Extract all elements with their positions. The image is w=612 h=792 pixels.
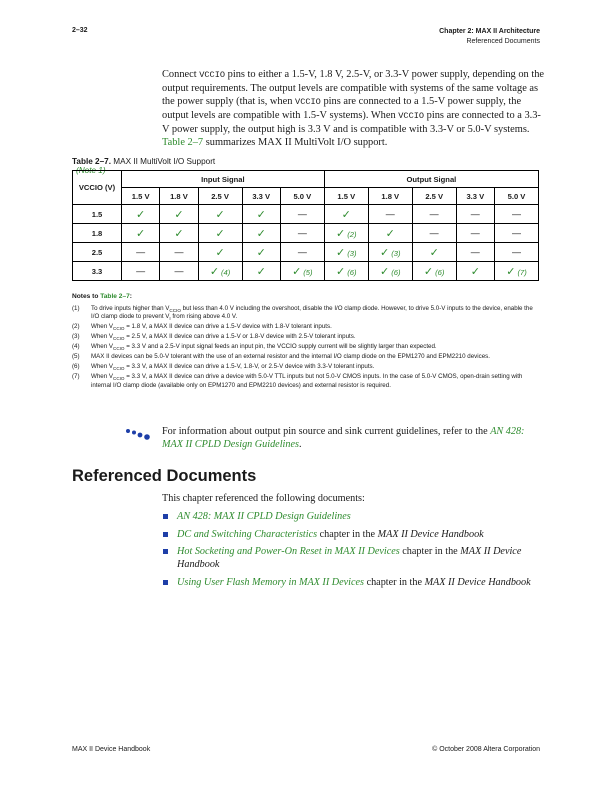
- referenced-doc-item: [162, 510, 546, 523]
- note-text: MAX II devices can be 5.0-V tolerant with the use of an external resistor and the internal I/O clamp diode on the EPM1270 and EPM2210 devices.: [91, 353, 490, 361]
- table-cell: [456, 262, 494, 281]
- info-dots-icon: [124, 427, 154, 441]
- dash-icon: —: [297, 228, 307, 238]
- table-cell: [368, 243, 412, 262]
- bullet-square-icon: [163, 549, 168, 554]
- table-cell: [412, 262, 456, 281]
- dash-icon: —: [297, 209, 307, 219]
- table-caption-label: Table 2–7.: [72, 157, 111, 166]
- check-icon: ✓: [209, 265, 220, 278]
- table-cell: [368, 224, 412, 243]
- note-reference-link[interactable]: (6): [347, 267, 357, 277]
- dash-icon: —: [136, 247, 146, 257]
- notes-title-text: Notes to: [72, 293, 101, 300]
- check-icon: ✓: [174, 227, 184, 240]
- table-cell: [198, 205, 242, 224]
- doc-link[interactable]: AN 428: MAX II CPLD Design Guidelines: [177, 511, 351, 522]
- doc-link[interactable]: Hot Socketing and Power-On Reset in MAX II Devices: [177, 546, 400, 558]
- dash-icon: —: [470, 247, 480, 257]
- note-reference-link[interactable]: (5): [303, 267, 313, 277]
- table-cell: [324, 262, 368, 281]
- paragraph-text: pins are connected to a 1.5-V power supply, the output levels are compatible with 1.5-V systems). When: [162, 96, 522, 122]
- section-heading: Referenced Documents: [72, 467, 257, 485]
- footer-handbook: MAX II Device Handbook: [72, 746, 151, 753]
- multivolt-table: [72, 170, 539, 281]
- note-reference-link[interactable]: (3): [391, 248, 401, 258]
- table-cell: [198, 243, 242, 262]
- table-cell: [368, 262, 412, 281]
- note-number: (5): [72, 353, 80, 361]
- note-reference-link[interactable]: (3): [347, 248, 357, 258]
- header-output-25v: 2.5 V: [412, 188, 456, 205]
- table-cell: [324, 224, 368, 243]
- table-link[interactable]: Table 2–7: [162, 137, 204, 149]
- referenced-documents-list: [162, 510, 546, 593]
- table-cell: [242, 224, 280, 243]
- table-cell: [122, 224, 160, 243]
- header-input-18v: 1.8 V: [160, 188, 198, 205]
- bullet-square-icon: [163, 532, 168, 537]
- table-cell: [324, 205, 368, 224]
- dash-icon: —: [174, 247, 184, 257]
- check-icon: ✓: [336, 246, 346, 259]
- note-text: When $V_{CCIO} = 3.3$ V, a MAX II device can drive a device with 5.0-V TTL inputs but not 5.0-V CMOS inputs. In the case of 5.0-V CMOS, open-drain setting with internal I/O clamp diode (available only on EPM1270 and EPM2210 devices) and external resistor is required.: [91, 373, 523, 389]
- note-2: [72, 323, 540, 331]
- table-cell: [412, 205, 456, 224]
- sub-header-row: [73, 188, 539, 205]
- note-1: [72, 305, 540, 322]
- info-end: .: [298, 439, 302, 450]
- table-cell: [456, 243, 494, 262]
- referenced-doc-item: [162, 528, 546, 541]
- note-reference-link[interactable]: (7): [517, 267, 527, 277]
- header-output-15v: 1.5 V: [324, 188, 368, 205]
- table-body: [73, 205, 539, 281]
- page-number: 2–32: [72, 27, 88, 34]
- referenced-doc-item: [162, 576, 546, 589]
- table-row: [73, 243, 539, 262]
- dash-icon: —: [297, 247, 307, 257]
- check-icon: ✓: [256, 227, 266, 240]
- dash-icon: —: [470, 228, 480, 238]
- note-3: [72, 333, 540, 341]
- table-row: [73, 224, 539, 243]
- table-cell: [160, 224, 198, 243]
- table-cell: [324, 243, 368, 262]
- table-cell: [494, 262, 538, 281]
- check-icon: ✓: [292, 265, 302, 278]
- dash-icon: —: [470, 209, 480, 219]
- note-reference-link[interactable]: (4): [221, 267, 231, 277]
- note-number: (6): [72, 363, 80, 371]
- section-title: Referenced Documents: [466, 38, 540, 45]
- check-icon: ✓: [256, 208, 266, 221]
- note-reference-link[interactable]: (6): [391, 267, 401, 277]
- note-4: [72, 343, 540, 351]
- header-input-33v: 3.3 V: [242, 188, 280, 205]
- table-caption-note-link[interactable]: (Note 1): [76, 166, 106, 175]
- dash-icon: —: [136, 266, 146, 276]
- table-row: [73, 205, 539, 224]
- code-vccio: VCCIO: [199, 70, 226, 80]
- check-icon: ✓: [423, 265, 434, 278]
- dash-icon: —: [511, 228, 521, 238]
- header-vccio: VCCIO (V): [73, 171, 122, 205]
- check-icon: ✓: [429, 246, 439, 259]
- doc-link[interactable]: Using User Flash Memory in MAX II Devices: [177, 576, 365, 588]
- note-text: When $V_{CCIO} = 1.8$ V, a MAX II device can drive a 1.5-V device with 1.8-V tolerant inputs.: [91, 323, 332, 332]
- check-icon: ✓: [136, 208, 146, 221]
- check-icon: ✓: [256, 246, 266, 259]
- note-6: [72, 363, 540, 371]
- check-icon: ✓: [174, 208, 184, 221]
- info-note: [162, 425, 542, 451]
- table-cell: [494, 243, 538, 262]
- bullet-square-icon: [163, 514, 168, 519]
- table-cell: [456, 224, 494, 243]
- doc-link[interactable]: DC and Switching Characteristics: [177, 528, 318, 540]
- table-notes: [72, 305, 540, 392]
- check-icon: ✓: [506, 265, 516, 278]
- table-cell: [198, 262, 242, 281]
- doc-handbook-title: MAX II Device Handbook: [424, 576, 531, 588]
- check-icon: ✓: [385, 227, 395, 240]
- table-cell: [122, 262, 160, 281]
- table-cell: [160, 243, 198, 262]
- section-intro: This chapter referenced the following documents:: [162, 493, 365, 504]
- check-icon: ✓: [215, 208, 225, 221]
- table-caption-text: MAX II MultiVolt I/O Support: [113, 157, 216, 166]
- paragraph-text: summarizes MAX II MultiVolt I/O support.: [203, 137, 388, 149]
- header-input-50v: 5.0 V: [280, 188, 324, 205]
- dash-icon: —: [174, 266, 184, 276]
- table-cell: [280, 224, 324, 243]
- chapter-title: Chapter 2: MAX II Architecture: [439, 28, 540, 35]
- table-cell: [280, 205, 324, 224]
- dash-icon: —: [385, 209, 395, 219]
- header-output-signal: Output Signal: [324, 171, 538, 188]
- check-icon: ✓: [256, 265, 266, 278]
- note-number: (2): [72, 323, 80, 331]
- note-reference-link[interactable]: (6): [435, 267, 445, 277]
- table-cell: [160, 205, 198, 224]
- notes-title: [72, 293, 132, 300]
- note-5: [72, 353, 540, 361]
- table-cell: [198, 224, 242, 243]
- table-row: [73, 262, 539, 281]
- doc-text: chapter in the: [317, 528, 378, 540]
- table-cell: [160, 262, 198, 281]
- footer-copyright: © October 2008 Altera Corporation: [432, 746, 540, 753]
- table-cell: [456, 205, 494, 224]
- dash-icon: —: [429, 228, 439, 238]
- table-cell: [412, 224, 456, 243]
- check-icon: ✓: [470, 265, 480, 278]
- table-cell: [368, 205, 412, 224]
- referenced-doc-item: [162, 545, 546, 571]
- paragraph-text: pins to either a 1.5-V, 1.8 V, 2.5-V, or 3.3-V power supply, depending on the output requirements. The output levels are compatible with systems of the same voltage as the power supply (that is, when: [162, 69, 545, 108]
- table-cell: [494, 205, 538, 224]
- table-cell: [122, 205, 160, 224]
- check-icon: ✓: [379, 265, 390, 278]
- vccio-value: 1.5: [73, 205, 122, 224]
- note-text: When $V_{CCIO} = 3.3$ V and a 2.5-V input signal feeds an input pin, the VCCIO supply current will be slightly larger than expected.: [91, 343, 437, 352]
- paragraph-text: pins are connected to a 3.3-V power supply, the output high is 3.3 V and is compatible with 3.3-V or 5.0-V systems.: [162, 110, 541, 136]
- note-number: (1): [72, 305, 80, 312]
- header-input-signal: Input Signal: [122, 171, 325, 188]
- notes-table-link[interactable]: Table 2–7: [100, 293, 130, 300]
- info-text: For information about output pin source and sink current guidelines, refer to the: [162, 426, 491, 437]
- note-number: (7): [72, 373, 80, 381]
- notes-title-colon: :: [129, 293, 132, 300]
- table-cell: [122, 243, 160, 262]
- note-reference-link[interactable]: (2): [347, 229, 357, 239]
- dash-icon: —: [429, 209, 439, 219]
- note-number: (3): [72, 333, 80, 341]
- code-vccio: VCCIO: [398, 111, 425, 122]
- header-output-33v: 3.3 V: [456, 188, 494, 205]
- note-text: When $V_{CCIO} = 2.5$ V, a MAX II device can drive a 1.5-V or 1.8-V device with 2.5-V tolerant inputs.: [91, 333, 356, 342]
- vccio-value: 2.5: [73, 243, 122, 262]
- paragraph-text: Connect: [162, 69, 200, 80]
- check-icon: ✓: [341, 208, 351, 221]
- dash-icon: —: [511, 209, 521, 219]
- note-7: [72, 373, 540, 390]
- table-cell: [242, 243, 280, 262]
- doc-text: chapter in the: [364, 576, 425, 588]
- note-text: To drive inputs higher than $V_{CCIO}$ but less than 4.0 V including the overshoot, disable the I/O clamp diode. However, to drive 5.0-V inputs to the device, enable the I/O clamp diode to prevent $V_I$ from rising above 4.0 V.: [91, 305, 533, 322]
- running-header: [439, 27, 540, 47]
- header-output-18v: 1.8 V: [368, 188, 412, 205]
- doc-handbook-title: MAX II Device Handbook: [377, 528, 484, 540]
- header-input-15v: 1.5 V: [122, 188, 160, 205]
- code-vccio: VCCIO: [295, 97, 321, 108]
- doc-text: chapter in the: [399, 546, 461, 558]
- bullet-square-icon: [163, 580, 168, 585]
- note-text: When $V_{CCIO} = 3.3$ V, a MAX II device can drive a 1.5-V, 1.8-V, or 2.5-V device with 3.3-V tolerant inputs.: [91, 363, 375, 372]
- table-cell: [242, 262, 280, 281]
- dash-icon: —: [511, 247, 521, 257]
- vccio-value: 1.8: [73, 224, 122, 243]
- table-cell: [280, 262, 324, 281]
- table-cell: [280, 243, 324, 262]
- table-cell: [494, 224, 538, 243]
- table-cell: [242, 205, 280, 224]
- an428-link[interactable]: AN 428: MAX II CPLD Design Guidelines: [162, 426, 525, 450]
- body-paragraph: [162, 68, 546, 150]
- check-icon: ✓: [136, 227, 146, 240]
- doc-handbook-title: MAX II Device Handbook: [177, 546, 522, 571]
- check-icon: ✓: [215, 246, 225, 259]
- check-icon: ✓: [215, 227, 225, 240]
- check-icon: ✓: [336, 265, 346, 278]
- table-cell: [412, 243, 456, 262]
- note-number: (4): [72, 343, 80, 351]
- check-icon: ✓: [379, 246, 390, 259]
- vccio-value: 3.3: [73, 262, 122, 281]
- header-output-50v: 5.0 V: [494, 188, 538, 205]
- header-input-25v: 2.5 V: [198, 188, 242, 205]
- check-icon: ✓: [336, 227, 346, 240]
